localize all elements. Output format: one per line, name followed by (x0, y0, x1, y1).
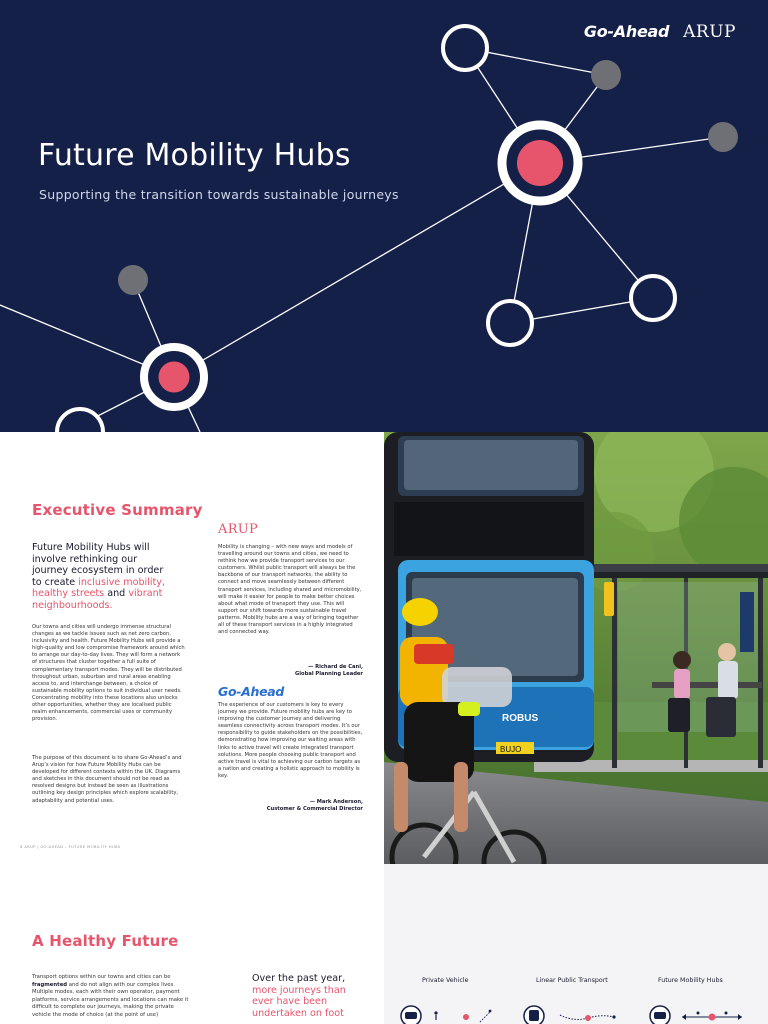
mode-label-private-vehicle: Private Vehicle (422, 977, 469, 984)
section-heading: A Healthy Future (32, 932, 179, 950)
lead-statement: Future Mobility Hubs will involve rethinking our journey ecosystem in order to create inclusive mobility, healthy streets and vibrant neighbourhoods. (32, 542, 166, 611)
bus-icon (524, 1006, 544, 1024)
go-ahead-signature: — Mark Anderson, Customer & Commercial Director (266, 799, 363, 813)
arup-logo: ARUP (683, 22, 736, 42)
go-ahead-logo: Go-Ahead (218, 684, 285, 699)
mode-label-linear-public-transport: Linear Public Transport (536, 977, 608, 984)
brand-logos (584, 22, 736, 42)
executive-summary-page (0, 432, 384, 864)
page-footer: 6 ARUP | GO-AHEAD – FUTURE MOBILITY HUBS (20, 844, 121, 849)
mode-label-future-mobility-hubs: Future Mobility Hubs (658, 977, 723, 984)
go-ahead-logo: Go-Ahead (583, 22, 670, 41)
transport-modes-diagram (384, 864, 768, 1024)
bus-stop-photo (384, 432, 768, 864)
cover-hero (0, 0, 768, 432)
page-title: Future Mobility Hubs (38, 138, 351, 173)
walk-icon (434, 1011, 437, 1020)
body-paragraph: The purpose of this document is to share Go-Ahead’s and Arup’s vision for how Future Mobility Hubs can be developed for different contexts within the UK. Diagrams and sketches in this document should not be read as resolved designs but instead be seen as illustrations outlining key design principles which explore scalability, adaptability and potential uses. (32, 755, 182, 804)
section-heading: Executive Summary (32, 501, 203, 519)
arup-signature: — Richard de Cani, Global Planning Leader (295, 664, 363, 678)
page-subtitle: Supporting the transition towards sustainable journeys (39, 187, 399, 202)
car-icon (650, 1006, 670, 1024)
bus-livery-text: ROBUS (502, 713, 539, 724)
healthy-future-page (0, 864, 384, 1024)
body-paragraph: Our towns and cities will undergo immense structural changes as we tackle issues such as net zero carbon, inclusivity and health. Future Mobility Hubs will provide a high-quality and low compromise framework around which to arrange our day-to-day lives. They will form a network of structures that cluster together a full suite of complementary transport modes. They will be distributed throughout urban, suburban and rural areas enabling access to, and interchange between, a choice of sustainable mobility options to suit individual user needs. Concentrating mobility into these locations also unlocks other opportunities, whether they are localised public realm enhancements, commercial uses or community provision. (32, 624, 185, 723)
go-ahead-quote: The experience of our customers is key to every journey we provide. Future mobility hubs are key to improving the customer journey and delivering seamless connectivity across transport modes. It’s our responsibility to guide stakeholders on the possibilities, demonstrating how improving our waiting areas with links to active travel will create integrated transport solutions. More people choosing public transport and active travel is vital to achieving our carbon targets as a nation and creating a holistic approach to mobility is key. (218, 702, 363, 779)
arup-logo: ARUP (218, 522, 259, 537)
network-graphic (0, 0, 768, 432)
photo-illustration (384, 432, 768, 864)
car-icon (401, 1006, 421, 1024)
body-paragraph: Transport options within our towns and cities can be fragmented and do not align with our complex lives. Multiple modes, each with their own operator, payment platforms, service arrangements and locations can make it difficult to complete our journeys, making the private vehicle the mode of choice (at the point of use) (32, 974, 189, 1018)
lead-statement: Over the past year, more journeys than ever have been undertaken on foot (252, 973, 346, 1019)
arup-quote: Mobility is changing – with new ways and models of travelling around our towns and cities, we need to rethink how we provide transport services to our customers. Whilst public transport will always be the backbone of our transport networks, the ability to connect and move seamlessly between different transport services, including shared and micromobility, will make it easier for people to make better choices about what mode of transport they use. This will support our shift towards more sustainable travel patterns. Mobility hubs are a way of bringing together all of these transport services in a highly integrated and connected way. (218, 544, 362, 636)
bus-plate: BUJO (500, 745, 522, 754)
mode-icons (384, 864, 768, 1024)
